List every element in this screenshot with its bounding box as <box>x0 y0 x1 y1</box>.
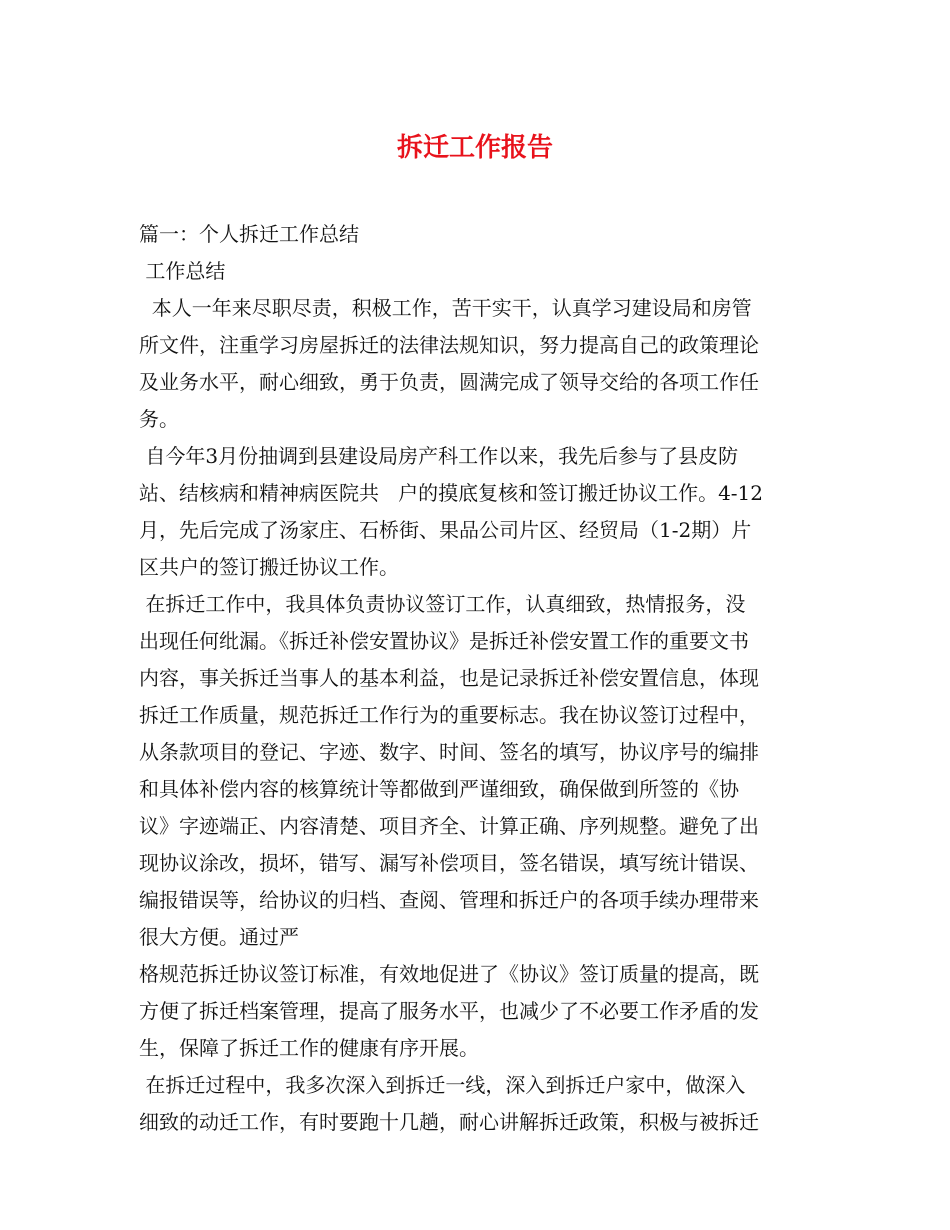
text-line: 生，保障了拆迁工作的健康有序开展。 <box>139 1036 479 1060</box>
text-line: 现协议涂改，损坏，错写、漏写补偿项目，签名错误，填写统计错误、 <box>139 851 759 875</box>
text-line: 格规范拆迁协议签订标准，有效地促进了《协议》签订质量的提高，既 <box>139 962 759 986</box>
text-line: 和具体补偿内容的核算统计等都做到严谨细致，确保做到所签的《协 <box>139 777 739 801</box>
text-line: 议》字迹端正、内容清楚、项目齐全、计算正确、序列规整。避免了出 <box>139 814 759 838</box>
text-line: 务。 <box>139 407 179 431</box>
text-line: 篇一：个人拆迁工作总结 <box>139 222 359 246</box>
text-line: 月，先后完成了汤家庄、石桥街、果品公司片区、经贸局（1-2期）片 <box>139 518 752 542</box>
text-line: 及业务水平，耐心细致，勇于负责，圆满完成了领导交给的各项工作任 <box>139 370 759 394</box>
text-line: 工作总结 <box>139 259 226 283</box>
text-line: 编报错误等，给协议的归档、查阅、管理和拆迁户的各项手续办理带来 <box>139 888 759 912</box>
text-line: 区共户的签订搬迁协议工作。 <box>139 555 399 579</box>
text-line: 出现任何纰漏。《拆迁补偿安置协议》是拆迁补偿安置工作的重要文书 <box>139 629 749 653</box>
text-line: 在拆迁过程中，我多次深入到拆迁一线，深入到拆迁户家中，做深入 <box>139 1073 746 1097</box>
text-line: 内容，事关拆迁当事人的基本利益，也是记录拆迁补偿安置信息，体现 <box>139 666 759 690</box>
text-line: 很大方便。通过严 <box>139 925 299 949</box>
document-title: 拆迁工作报告 <box>396 133 553 163</box>
text-line: 方便了拆迁档案管理，提高了服务水平，也减少了不必要工作矛盾的发 <box>139 999 759 1023</box>
text-line: 自今年3月份抽调到县建设局房产科工作以来，我先后参与了县皮防 <box>139 444 739 468</box>
text-line: 细致的动迁工作，有时要跑十几趟，耐心讲解拆迁政策，积极与被拆迁 <box>139 1110 759 1134</box>
text-line: 从条款项目的登记、字迹、数字、时间、签名的填写，协议序号的编排 <box>139 740 759 764</box>
text-line: 本人一年来尽职尽责，积极工作，苦干实干，认真学习建设局和房管 <box>139 296 752 320</box>
text-line: 所文件，注重学习房屋拆迁的法律法规知识，努力提高自己的政策理论 <box>139 333 759 357</box>
text-line: 拆迁工作质量，规范拆迁工作行为的重要标志。我在协议签订过程中， <box>139 703 759 727</box>
text-line: 站、结核病和精神病医院共 户的摸底复核和签订搬迁协议工作。4-12 <box>139 481 764 505</box>
text-line: 在拆迁工作中，我具体负责协议签订工作，认真细致，热情报务，没 <box>139 592 746 616</box>
document-body <box>139 216 819 1141</box>
